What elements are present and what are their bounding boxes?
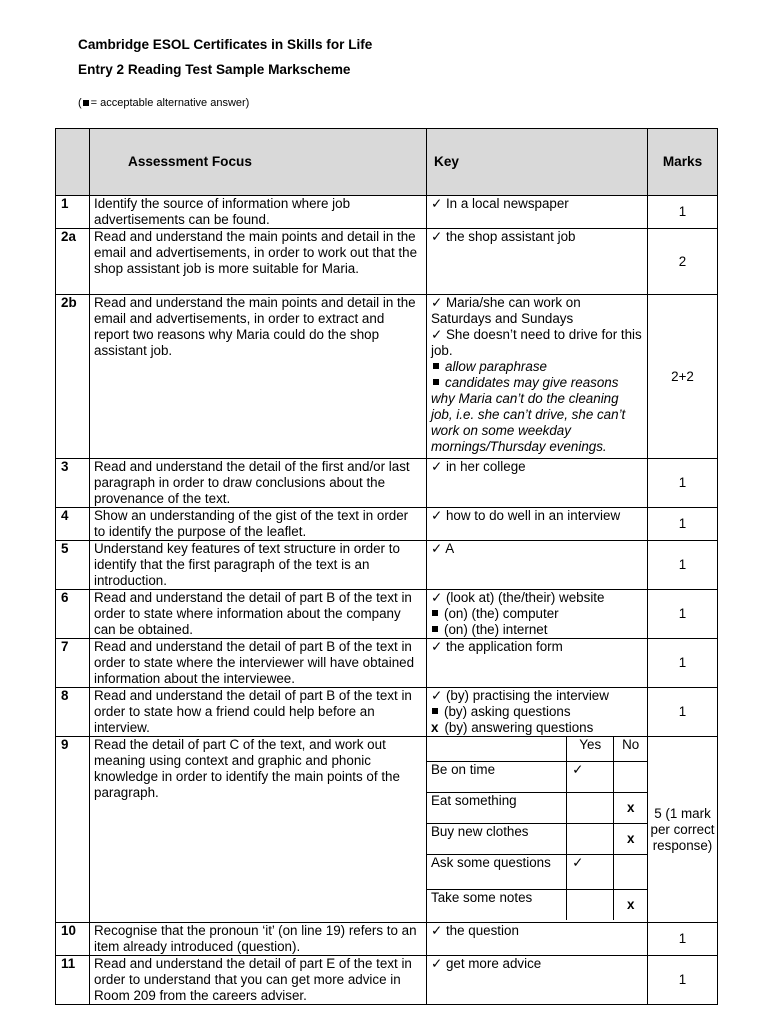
answer-key <box>427 923 648 956</box>
key-line-text: (on) (the) computer <box>444 606 559 621</box>
answer-key <box>427 639 648 688</box>
key-line-text: (on) (the) internet <box>444 622 548 637</box>
yes-no-row <box>427 793 647 824</box>
table-row <box>56 541 718 590</box>
key-line <box>431 720 643 736</box>
yes-no-table <box>427 737 647 920</box>
table-row <box>56 459 718 508</box>
question-number: 7 <box>56 639 90 688</box>
key-line: ✓ She doesn’t need to drive for this job. <box>431 327 642 358</box>
question-number: 11 <box>56 956 90 1005</box>
document-title: Cambridge ESOL Certificates in Skills for Life <box>78 37 373 52</box>
key-line: ✓ how to do well in an interview <box>431 508 621 523</box>
table-header-row <box>56 129 718 196</box>
legend-open: ( <box>78 97 82 109</box>
key-line-text: (by) answering questions <box>444 720 594 735</box>
key-line: ✓ the application form <box>431 639 563 654</box>
key-line: ✓ (look at) (the/their) website <box>431 590 605 605</box>
marks: 2 <box>648 229 718 295</box>
yes-no-row <box>427 890 647 921</box>
question-number: 4 <box>56 508 90 541</box>
question-number: 5 <box>56 541 90 590</box>
square-bullet-icon <box>433 363 439 369</box>
square-bullet-icon <box>432 610 438 616</box>
header-num <box>56 129 90 196</box>
marks: 1 <box>648 459 718 508</box>
no-cell: x <box>614 824 647 855</box>
key-line-text: candidates may give reasons why Maria can’t do the cleaning job, i.e. she can’t drive, she can’t work on some weekday mornings/Thursday evenings. <box>431 375 626 454</box>
table-row <box>56 590 718 639</box>
assessment-focus: Read and understand the main points and detail in the email and advertisements, in order to extract and report two reasons why Maria could do the shop assistant job. <box>90 295 427 459</box>
yes-no-row <box>427 855 647 890</box>
yes-no-header-blank <box>427 737 567 762</box>
key-line: ✓ In a local newspaper <box>431 196 569 211</box>
document-subtitle: Entry 2 Reading Test Sample Markscheme <box>78 62 351 77</box>
marks: 2+2 <box>648 295 718 459</box>
question-number: 8 <box>56 688 90 737</box>
assessment-focus: Read and understand the detail of part B of the text in order to state where information about the company can be obtained. <box>90 590 427 639</box>
key-line-text: (by) asking questions <box>444 704 571 719</box>
table-row <box>56 229 718 295</box>
key-line <box>431 622 643 638</box>
header-assessment-focus: Assessment Focus <box>90 129 427 196</box>
key-line: ✓ in her college <box>431 459 526 474</box>
statement-label: Buy new clothes <box>427 824 567 855</box>
no-cell: x <box>614 793 647 824</box>
question-number: 2a <box>56 229 90 295</box>
answer-key <box>427 541 648 590</box>
marks: 1 <box>648 956 718 1005</box>
question-number: 3 <box>56 459 90 508</box>
no-cell: x <box>614 890 647 921</box>
yes-cell: ✓ <box>567 855 614 890</box>
table-row <box>56 508 718 541</box>
key-line <box>431 704 643 720</box>
table-row <box>56 295 718 459</box>
answer-key <box>427 196 648 229</box>
key-line: ✓ the question <box>431 923 519 938</box>
yes-header: Yes <box>567 737 614 762</box>
marks: 1 <box>648 196 718 229</box>
table-row <box>56 688 718 737</box>
legend-note <box>78 97 249 109</box>
statement-label: Take some notes <box>427 890 567 921</box>
key-line <box>431 359 643 375</box>
header-key: Key <box>427 129 648 196</box>
answer-key <box>427 459 648 508</box>
key-line: ✓ the shop assistant job <box>431 229 576 244</box>
square-bullet-icon <box>432 626 438 632</box>
key-line <box>431 606 643 622</box>
statement-label: Be on time <box>427 762 567 793</box>
key-line-text: allow paraphrase <box>445 359 547 374</box>
no-header: No <box>614 737 647 762</box>
key-line <box>431 375 643 455</box>
yes-cell: ✓ <box>567 762 614 793</box>
no-cell <box>614 762 647 793</box>
yes-cell <box>567 890 614 921</box>
key-line: ✓ A <box>431 541 455 556</box>
table-row <box>56 639 718 688</box>
question-number: 6 <box>56 590 90 639</box>
question-number: 1 <box>56 196 90 229</box>
legend-text: = acceptable alternative answer) <box>90 97 250 109</box>
statement-label: Ask some questions <box>427 855 567 890</box>
answer-key <box>427 508 648 541</box>
yes-no-header-row <box>427 737 647 762</box>
key-line: ✓ get more advice <box>431 956 542 971</box>
yes-no-row <box>427 762 647 793</box>
marks: 1 <box>648 590 718 639</box>
statement-label: Eat something <box>427 793 567 824</box>
assessment-focus: Read and understand the detail of part E of the text in order to understand that you can get more advice in Room 209 from the careers adviser. <box>90 956 427 1005</box>
table-row <box>56 737 718 923</box>
answer-key <box>427 229 648 295</box>
assessment-focus: Recognise that the pronoun ‘it’ (on line 19) refers to an item already introduced (question). <box>90 923 427 956</box>
square-bullet-icon <box>433 379 439 385</box>
yes-cell <box>567 824 614 855</box>
marks: 1 <box>648 639 718 688</box>
yes-no-row <box>427 824 647 855</box>
answer-key <box>427 956 648 1005</box>
square-bullet-icon <box>83 100 89 106</box>
answer-key <box>427 295 648 459</box>
question-number: 2b <box>56 295 90 459</box>
question-number: 10 <box>56 923 90 956</box>
table-row <box>56 923 718 956</box>
marks: 1 <box>648 688 718 737</box>
markscheme-table <box>55 128 718 1005</box>
no-cell <box>614 855 647 890</box>
yes-cell <box>567 793 614 824</box>
assessment-focus: Read and understand the detail of part B of the text in order to state where the interviewer will have obtained information about the interviewee. <box>90 639 427 688</box>
cross-icon: x <box>431 720 439 735</box>
key-line: ✓ (by) practising the interview <box>431 688 609 703</box>
question-number: 9 <box>56 737 90 923</box>
marks: 5 (1 mark per correct response) <box>648 737 718 923</box>
marks: 1 <box>648 541 718 590</box>
assessment-focus: Read and understand the detail of part B of the text in order to state how a friend could help before an interview. <box>90 688 427 737</box>
header-marks: Marks <box>648 129 718 196</box>
assessment-focus: Identify the source of information where job advertisements can be found. <box>90 196 427 229</box>
assessment-focus: Understand key features of text structure in order to identify that the first paragraph of the text is an introduction. <box>90 541 427 590</box>
answer-key <box>427 688 648 737</box>
table-row <box>56 196 718 229</box>
marks: 1 <box>648 508 718 541</box>
assessment-focus: Read the detail of part C of the text, and work out meaning using context and graphic and phonic knowledge in order to identify the main points of the paragraph. <box>90 737 427 923</box>
table-row <box>56 956 718 1005</box>
square-bullet-icon <box>432 708 438 714</box>
marks: 1 <box>648 923 718 956</box>
assessment-focus: Read and understand the detail of the first and/or last paragraph in order to draw conclusions about the provenance of the text. <box>90 459 427 508</box>
answer-key <box>427 590 648 639</box>
assessment-focus: Show an understanding of the gist of the text in order to identify the purpose of the leaflet. <box>90 508 427 541</box>
answer-key <box>427 737 648 923</box>
key-line: ✓ Maria/she can work on Saturdays and Sundays <box>431 295 581 326</box>
assessment-focus: Read and understand the main points and detail in the email and advertisements, in order to work out that the shop assistant job is more suitable for Maria. <box>90 229 427 295</box>
